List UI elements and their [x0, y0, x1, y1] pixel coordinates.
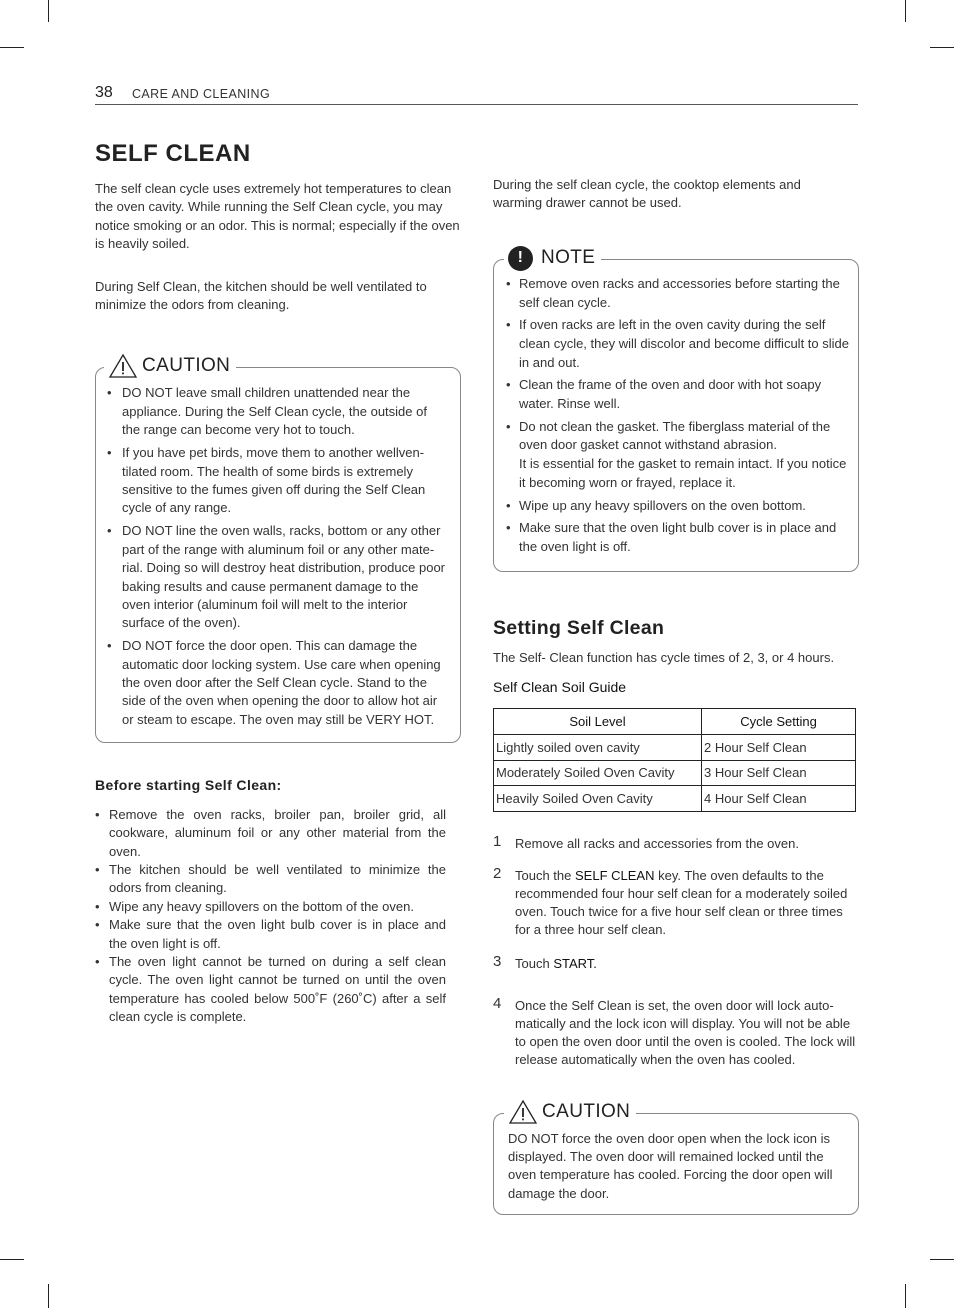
table-row [494, 735, 856, 761]
soil-guide-table [493, 708, 856, 812]
column-header: Soil Level [494, 709, 702, 735]
step-item [493, 864, 859, 940]
lock-caution-text: DO NOT force the oven door open when the lock icon is displayed. The oven door will remained locked until the oven temperature has cooled. Forcing the door open will damage the door. [508, 1130, 833, 1201]
self-clean-key-name: SELF CLEAN [575, 867, 655, 883]
crop-mark [0, 1259, 24, 1260]
step-item [493, 994, 859, 1070]
list-item: • Make sure that the oven light bulb cover is in place and the oven light is off. [95, 916, 446, 953]
soil-guide-title: Self Clean Soil Guide [493, 679, 627, 696]
table-cell: Lightly soiled oven cavity [494, 735, 702, 761]
section-name: CARE AND CLEANING [132, 87, 271, 101]
table-row [494, 786, 856, 812]
crop-mark [905, 0, 906, 22]
caution-label-text: CAUTION [542, 1100, 631, 1122]
step-text: Once the Self Clean is set, the oven door will lock auto-matically and the lock icon will display. You will not be able to open the oven door until the oven is cooled. The lock will release automatically when the oven has cooled. [515, 997, 856, 1068]
crop-mark [930, 1259, 954, 1260]
note-item: • Clean the frame of the oven and door with hot soapy water. Rinse well. [496, 376, 850, 413]
page-header [95, 84, 858, 105]
table-header-row [494, 709, 856, 735]
note-item: • If oven racks are left in the oven cavity during the self clean cycle, they will discolor and become difficult to slide in and out. [496, 316, 850, 372]
list-item: • The kitchen should be well ventilated to minimize the odors from cleaning. [95, 861, 446, 898]
note-item: • Do not clean the gasket. The fiberglass material of the oven door gasket cannot withstand abrasion. [496, 418, 850, 455]
page-title: SELF CLEAN [95, 140, 251, 167]
exclamation-icon: ! [508, 246, 533, 271]
table-cell: 4 Hour Self Clean [702, 786, 856, 812]
crop-mark [0, 47, 24, 48]
note-item: • Remove oven racks and accessories before starting the self clean cycle. [496, 275, 850, 312]
list-item: • The oven light cannot be turned on during a self clean cycle. The oven light cannot be turned on until the oven temperature has cooled below 500˚F (260˚C) after a self clean cycle is complete. [95, 953, 446, 1027]
list-item: • Wipe any heavy spillovers on the bottom of the oven. [95, 898, 446, 916]
step-number: 1 [493, 832, 502, 850]
table-cell: Heavily Soiled Oven Cavity [494, 786, 702, 812]
table-cell: Moderately Soiled Oven Cavity [494, 760, 702, 786]
column-header: Cycle Setting [702, 709, 856, 735]
start-key-name: START. [553, 955, 597, 971]
crop-mark [48, 1284, 49, 1308]
warning-icon [508, 1099, 538, 1125]
setting-heading: Setting Self Clean [493, 616, 665, 639]
step-item [493, 832, 859, 853]
note-label [504, 246, 601, 271]
caution-box [95, 355, 461, 742]
table-row [494, 760, 856, 786]
warning-icon [108, 353, 138, 379]
note-item: • Make sure that the oven light bulb cover is in place and the oven light is off. [496, 519, 850, 556]
caution-label [504, 1099, 636, 1125]
step-number: 3 [493, 952, 502, 970]
caution-item: • DO NOT leave small children unattended near the appliance. During the Self Clean cycle, the outside of the range can become very hot to touch. [100, 384, 448, 439]
ventilation-paragraph: During Self Clean, the kitchen should be well ventilated to minimize the odors from cleaning. [95, 278, 427, 313]
note-item-continued [496, 455, 850, 492]
lock-caution-box [493, 1100, 859, 1216]
step-number: 4 [493, 994, 502, 1012]
left-column [95, 140, 460, 1027]
right-intro-paragraph: During the self clean cycle, the cooktop elements and warming drawer cannot be used. [493, 177, 801, 211]
step-text-pre: Touch the [515, 867, 575, 883]
right-column [493, 176, 859, 1215]
table-cell: 3 Hour Self Clean [702, 760, 856, 786]
note-item-continued-text: It is essential for the gasket to remain intact. If you notice it becoming worn or frayed, replace it. [519, 456, 847, 490]
caution-item: • DO NOT force the door open. This can damage the automatic door locking system. Use care when opening the oven door after the Self Clean cycle. Stand to the side of the oven when opening the door to allow hot air or steam to escape. The oven may still be VERY HOT. [100, 637, 448, 729]
steps-list [493, 832, 859, 1070]
step-text-pre: Touch [515, 955, 554, 971]
note-box [493, 247, 859, 572]
caution-item: • DO NOT line the oven walls, racks, bottom or any other part of the range with aluminum foil or any other mate-rial. Doing so will destroy heat distribution, produce poor baking results and cause permanent damage to the oven interior (aluminum foil will melt to the interior surface of the oven). [100, 522, 448, 632]
note-label-text: NOTE [541, 247, 596, 269]
note-item: • Wipe up any heavy spillovers on the oven bottom. [496, 497, 850, 516]
step-text-post: key. The oven defaults to the recommended four hour self clean for a moderately soiled oven. Touch twice for a five hour self clean or three times for a three hour self clean. [515, 867, 848, 938]
note-list [496, 275, 850, 557]
before-list [95, 806, 446, 1027]
table-cell: 2 Hour Self Clean [702, 735, 856, 761]
setting-description: The Self- Clean function has cycle times of 2, 3, or 4 hours. [493, 649, 835, 665]
caution-label [104, 353, 236, 379]
caution-list [100, 384, 448, 729]
before-heading: Before starting Self Clean: [95, 776, 282, 793]
step-text: Remove all racks and accessories from the oven. [515, 835, 799, 851]
crop-mark [930, 47, 954, 48]
caution-item: • If you have pet birds, move them to another wellven-tilated room. The health of some birds is extremely sensitive to the fumes given off during the Self Clean cycle of any range. [100, 444, 448, 518]
list-item: • Remove the oven racks, broiler pan, broiler grid, all cookware, aluminum foil or any other material from the oven. [95, 806, 446, 861]
caution-label-text: CAUTION [142, 355, 231, 377]
step-item [493, 952, 859, 973]
step-number: 2 [493, 864, 502, 882]
crop-mark [48, 0, 49, 22]
page-number: 38 [95, 84, 113, 101]
intro-paragraph: The self clean cycle uses extremely hot temperatures to clean the oven cavity. While running the Self Clean cycle, you may notice smoking or an odor. This is normal; especially if the oven is heavily soiled. [95, 181, 460, 252]
crop-mark [905, 1284, 906, 1308]
